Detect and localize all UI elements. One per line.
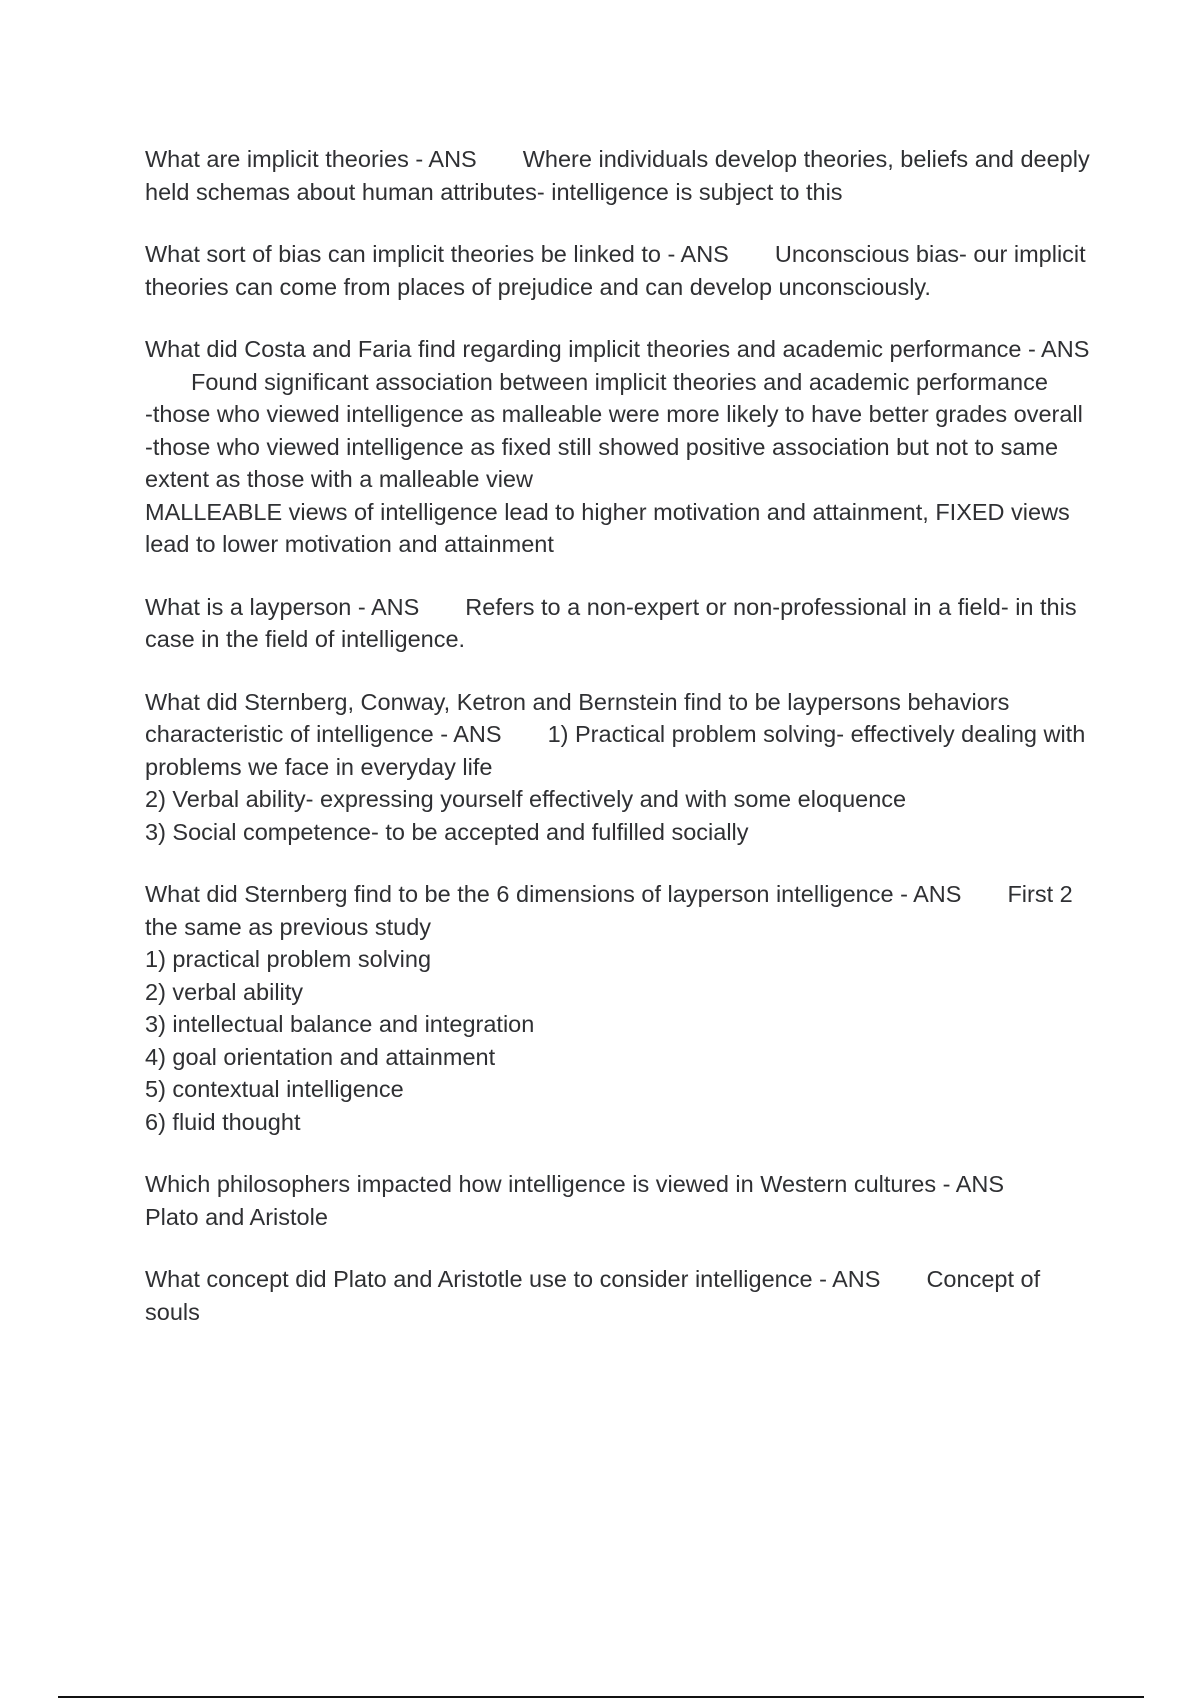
footer-divider: [58, 1696, 1144, 1698]
question-text: What did Costa and Faria find regarding implicit theories and academic performance - ANS: [145, 336, 1090, 362]
flashcard-layperson: [145, 591, 1095, 656]
question-text: What sort of bias can implicit theories be linked to - ANS: [145, 241, 729, 267]
flashcard-implicit-theories: [145, 143, 1095, 208]
question-text: What did Sternberg find to be the 6 dimensions of layperson intelligence - ANS: [145, 881, 962, 907]
answer-text: 1) Practical problem solving- effectively dealing with problems we face in everyday life 2) Verbal ability- expressing yourself effectively and with some eloquence 3) Social competence- to be accepted and fulfilled socially: [145, 721, 1086, 845]
answer-text: Found significant association between implicit theories and academic performance -those who viewed intelligence as malleable were more likely to have better grades overall -those who viewed intelligence as fixed still showed positive association but not to same extent as those with a malleable view MALLEABLE views of intelligence lead to higher motivation and attainment, FIXED views lead to lower motivation and attainment: [145, 368, 1083, 557]
flashcard-philosophers: [145, 1168, 1095, 1233]
answer-text: Refers to a non-expert or non-professional in a field- in this case in the field of intelligence.: [145, 593, 1084, 652]
flashcard-costa-faria: [145, 333, 1095, 561]
question-text: What is a layperson - ANS: [145, 593, 420, 620]
answer-text: Concept of souls: [145, 1266, 1047, 1325]
answer-text: Unconscious bias- our implicit theories can come from places of prejudice and can develop unconsciously.: [145, 241, 1093, 300]
answer-text: Plato and Aristole: [145, 1203, 328, 1230]
flashcard-sternberg-conway: [145, 686, 1095, 849]
answer-text: First 2 the same as previous study 1) practical problem solving 2) verbal ability 3) intellectual balance and integration 4) goal orientation and attainment 5) contextual intelligence 6) fluid thought: [145, 881, 1073, 1135]
flashcard-bias: [145, 238, 1095, 303]
question-text: What concept did Plato and Aristotle use to consider intelligence - ANS: [145, 1266, 881, 1292]
answer-text: Where individuals develop theories, beliefs and deeply held schemas about human attributes- intelligence is subject to this: [145, 146, 1097, 205]
question-text: What did Sternberg, Conway, Ketron and Bernstein find to be laypersons behaviors characteristic of intelligence - ANS: [145, 688, 1016, 747]
flashcard-souls: [145, 1263, 1095, 1328]
question-text: What are implicit theories - ANS: [145, 146, 477, 172]
flashcard-sternberg-dimensions: [145, 878, 1095, 1138]
question-text: Which philosophers impacted how intelligence is viewed in Western cultures - ANS: [145, 1171, 1005, 1197]
flashcard-list: [145, 143, 1095, 1358]
